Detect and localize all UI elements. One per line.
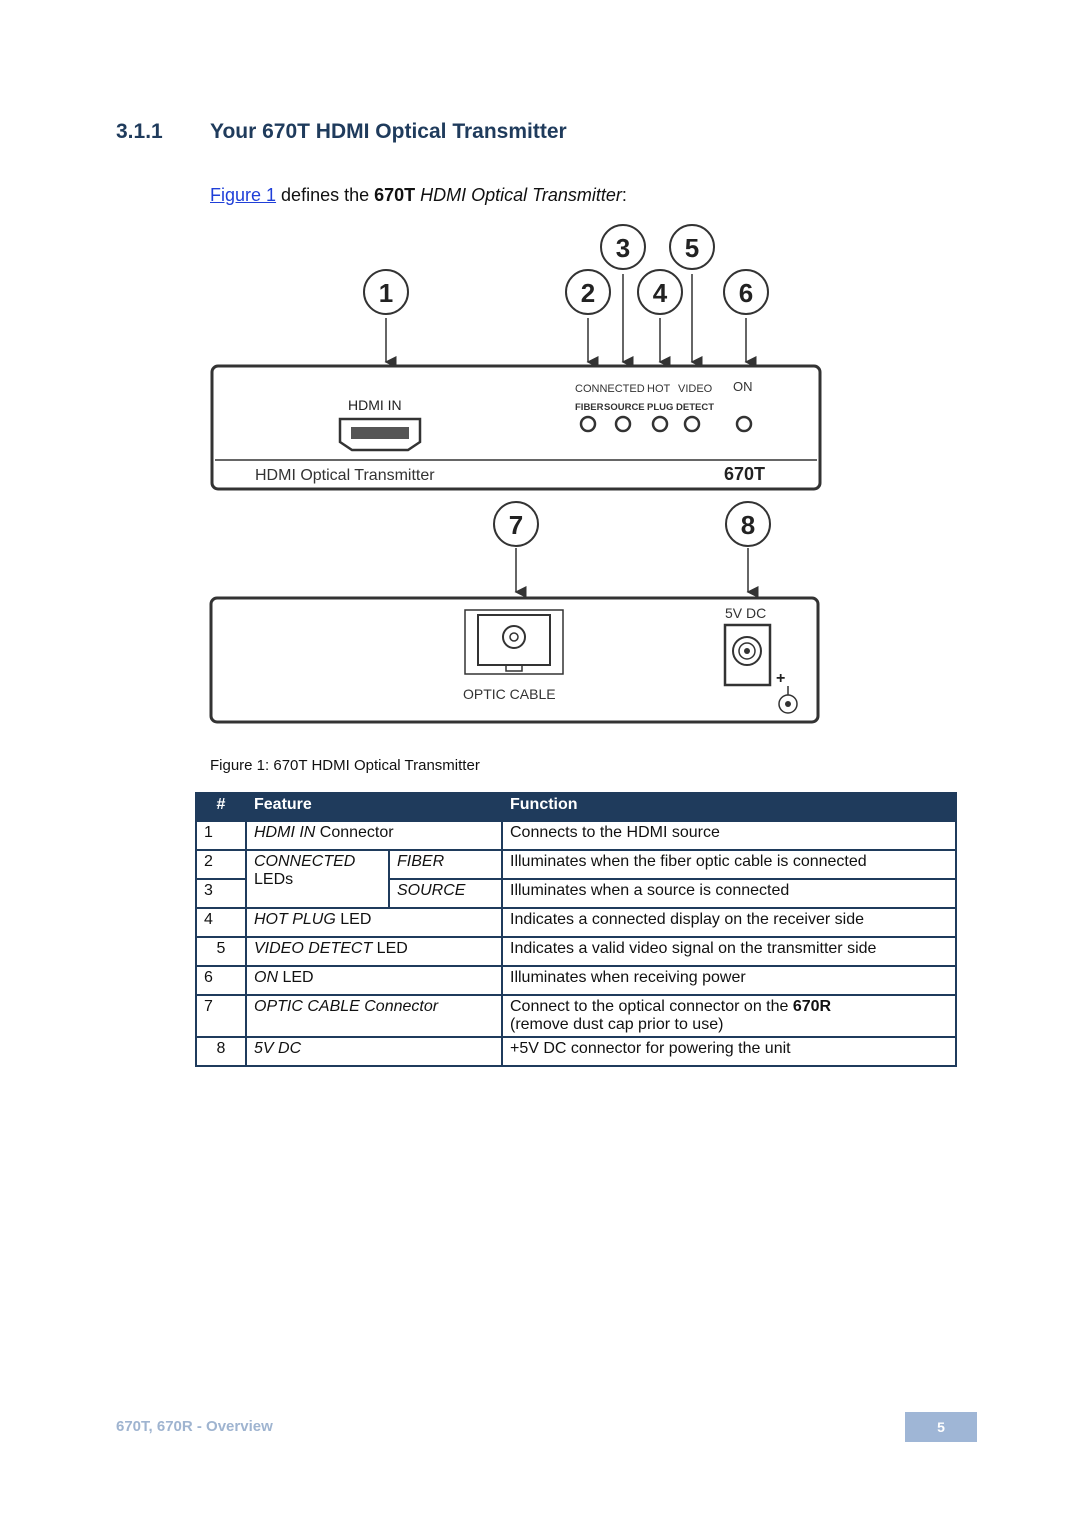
- figure-caption: Figure 1: 670T HDMI Optical Transmitter: [210, 757, 480, 774]
- row-function: Illuminates when receiving power: [502, 966, 956, 995]
- on-led: [737, 417, 751, 431]
- feature-table: [195, 792, 957, 1067]
- row-number: 3: [196, 879, 246, 908]
- table-header-row: [196, 793, 956, 821]
- row-number: 2: [196, 850, 246, 879]
- row-number: 8: [196, 1037, 246, 1066]
- intro-text: defines the: [276, 185, 375, 205]
- section-heading: [116, 120, 567, 144]
- page-number: 5: [905, 1412, 977, 1442]
- row-feature: OPTIC CABLE Connector: [246, 995, 502, 1037]
- row-function: Illuminates when a source is connected: [502, 879, 956, 908]
- callout-3-label: 3: [615, 233, 631, 263]
- row-feature: ON LED: [246, 966, 502, 995]
- intro-product: HDMI Optical Transmitter: [415, 185, 622, 205]
- callout-8-label: 8: [740, 510, 756, 540]
- section-number: 3.1.1: [116, 120, 163, 143]
- led-label-on: ON: [733, 379, 753, 394]
- led-label-video: VIDEO: [678, 383, 713, 395]
- row-function: Indicates a valid video signal on the transmitter side: [502, 937, 956, 966]
- intro-model: 670T: [374, 185, 416, 205]
- plus-label: +: [776, 670, 786, 687]
- row-number: 4: [196, 908, 246, 937]
- front-panel: [212, 366, 820, 489]
- table-row: [196, 937, 956, 966]
- section-title: Your 670T HDMI Optical Transmitter: [210, 120, 567, 143]
- product-name-label: HDMI Optical Transmitter: [255, 467, 435, 484]
- header-function: Function: [502, 793, 956, 821]
- table-row: [196, 908, 956, 937]
- callout-1-label: 1: [378, 278, 394, 308]
- footer-title: 670T, 670R - Overview: [116, 1418, 273, 1435]
- callout-5-label: 5: [684, 233, 700, 263]
- callout-2-label: 2: [580, 278, 596, 308]
- row-number: 5: [196, 937, 246, 966]
- led-label-detect: DETECT: [676, 402, 714, 413]
- led-label-connected: CONNECTED: [575, 383, 645, 395]
- row-function: Connects to the HDMI source: [502, 821, 956, 850]
- callout-7-label: 7: [508, 510, 524, 540]
- row-function: Illuminates when the fiber optic cable is connected: [502, 850, 956, 879]
- fiber-led: [581, 417, 595, 431]
- row-function: Indicates a connected display on the receiver side: [502, 908, 956, 937]
- led-label-hot: HOT: [647, 383, 671, 395]
- table-row: [196, 821, 956, 850]
- row-number: 1: [196, 821, 246, 850]
- model-label: 670T: [724, 464, 766, 484]
- optic-cable-label: OPTIC CABLE: [463, 686, 556, 702]
- table-row: [196, 850, 956, 879]
- row-feature: HDMI IN Connector: [246, 821, 502, 850]
- figure-link[interactable]: Figure 1: [210, 185, 277, 205]
- callout-6-label: 6: [738, 278, 754, 308]
- table-row: [196, 995, 956, 1037]
- row-number: 6: [196, 966, 246, 995]
- row-feature: CONNECTED LEDs: [246, 850, 389, 908]
- table-row: [196, 1037, 956, 1066]
- header-feature: Feature: [246, 793, 502, 821]
- led-label-source: SOURCE: [604, 402, 645, 413]
- row-feature: HOT PLUG LED: [246, 908, 502, 937]
- rear-panel: [211, 598, 818, 722]
- callout-4-label: 4: [652, 278, 668, 308]
- device-figure: [205, 224, 825, 734]
- led-label-plug: PLUG: [647, 402, 674, 413]
- row-number: 7: [196, 995, 246, 1037]
- hot-plug-led: [653, 417, 667, 431]
- video-detect-led: [685, 417, 699, 431]
- row-function: +5V DC connector for powering the unit: [502, 1037, 956, 1066]
- row-subfeature: SOURCE: [389, 879, 502, 908]
- row-function: Connect to the optical connector on the 670R (remove dust cap prior to use): [502, 995, 956, 1037]
- power-label: 5V DC: [725, 605, 767, 621]
- row-subfeature: FIBER: [389, 850, 502, 879]
- hdmi-in-label: HDMI IN: [348, 397, 402, 413]
- row-feature: 5V DC: [246, 1037, 502, 1066]
- source-led: [616, 417, 630, 431]
- intro-paragraph: [210, 185, 627, 206]
- table-row: [196, 966, 956, 995]
- header-number: #: [196, 793, 246, 821]
- row-feature: VIDEO DETECT LED: [246, 937, 502, 966]
- led-label-fiber: FIBER: [575, 402, 604, 413]
- intro-end: :: [621, 185, 627, 205]
